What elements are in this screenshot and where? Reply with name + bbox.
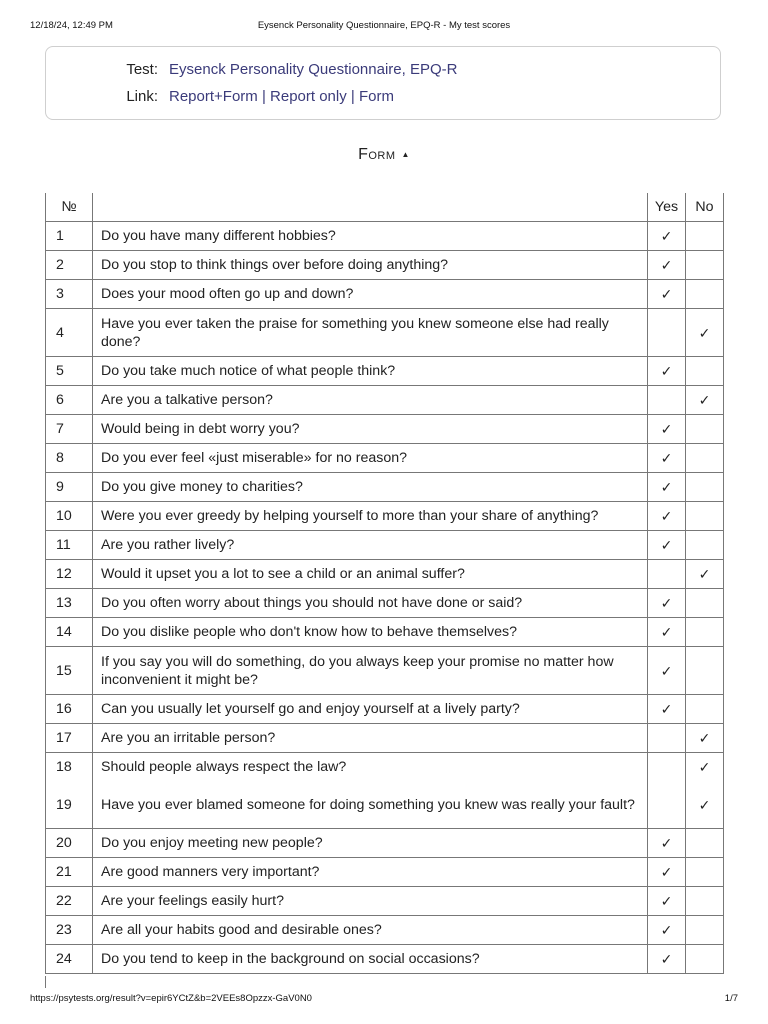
check-mark-icon: ✓ xyxy=(660,450,673,466)
table-row xyxy=(46,887,724,916)
test-row xyxy=(46,61,720,81)
form-section-toggle[interactable] xyxy=(0,146,768,164)
print-document-title: Eysenck Personality Questionnaire, EPQ-R - My test scores xyxy=(257,20,511,31)
check-mark-icon: ✓ xyxy=(660,421,673,437)
question-number: 6 xyxy=(46,386,93,415)
table-continuation-line xyxy=(45,976,46,988)
answer-yes-cell xyxy=(648,357,686,386)
link-list xyxy=(169,88,394,105)
answer-yes-cell xyxy=(648,502,686,531)
test-info-box xyxy=(45,46,721,120)
table-row xyxy=(46,531,724,560)
check-mark-icon: ✓ xyxy=(660,893,673,909)
table-row xyxy=(46,829,724,858)
print-url: https://psytests.org/result?v=epir6YCtZ&b=2VEEs8Opzzx-GaV0N0 xyxy=(30,993,312,1004)
answer-yes-cell xyxy=(648,251,686,280)
answer-no-cell xyxy=(686,531,724,560)
table-row xyxy=(46,724,724,753)
check-mark-icon: ✓ xyxy=(660,922,673,938)
link-label: Link: xyxy=(126,88,158,105)
table-row xyxy=(46,502,724,531)
answer-yes-cell xyxy=(648,309,686,357)
table-row xyxy=(46,916,724,945)
answer-yes-cell xyxy=(648,589,686,618)
table-row xyxy=(46,618,724,647)
check-mark-icon: ✓ xyxy=(660,363,673,379)
question-text: Do you ever feel «just miserable» for no reason? xyxy=(93,444,648,473)
question-number: 1 xyxy=(46,222,93,251)
answer-no-cell xyxy=(686,589,724,618)
table-row xyxy=(46,858,724,887)
answer-no-cell xyxy=(686,753,724,782)
answer-no-cell xyxy=(686,473,724,502)
link-separator: | xyxy=(257,88,271,105)
column-header-question xyxy=(93,193,648,222)
question-text: Do you tend to keep in the background on social occasions? xyxy=(93,945,648,974)
question-text: Would being in debt worry you? xyxy=(93,415,648,444)
question-text: Have you ever blamed someone for doing something you knew was really your fault? xyxy=(93,781,648,829)
question-number: 2 xyxy=(46,251,93,280)
caret-up-icon: ▲ xyxy=(401,150,410,159)
answer-yes-cell xyxy=(648,618,686,647)
answer-no-cell xyxy=(686,781,724,829)
answer-no-cell xyxy=(686,695,724,724)
table-row xyxy=(46,415,724,444)
check-mark-icon: ✓ xyxy=(698,759,711,775)
question-text: Are you rather lively? xyxy=(93,531,648,560)
check-mark-icon: ✓ xyxy=(660,864,673,880)
answer-yes-cell xyxy=(648,829,686,858)
answer-yes-cell xyxy=(648,724,686,753)
question-number: 24 xyxy=(46,945,93,974)
test-name: Eysenck Personality Questionnaire, EPQ-R xyxy=(169,61,458,78)
question-text: Do you have many different hobbies? xyxy=(93,222,648,251)
answer-no-cell xyxy=(686,415,724,444)
answer-yes-cell xyxy=(648,280,686,309)
question-number: 12 xyxy=(46,560,93,589)
answer-no-cell xyxy=(686,618,724,647)
question-number: 16 xyxy=(46,695,93,724)
table-row xyxy=(46,473,724,502)
answer-no-cell xyxy=(686,945,724,974)
answer-yes-cell xyxy=(648,531,686,560)
check-mark-icon: ✓ xyxy=(660,286,673,302)
question-number: 23 xyxy=(46,916,93,945)
question-number: 18 xyxy=(46,753,93,782)
answer-no-cell xyxy=(686,560,724,589)
question-number: 17 xyxy=(46,724,93,753)
check-mark-icon: ✓ xyxy=(660,624,673,640)
link-separator: | xyxy=(346,88,359,105)
question-number: 9 xyxy=(46,473,93,502)
table-row xyxy=(46,945,724,974)
answer-yes-cell xyxy=(648,444,686,473)
table-row xyxy=(46,589,724,618)
question-text: Do you take much notice of what people think? xyxy=(93,357,648,386)
question-text: Are your feelings easily hurt? xyxy=(93,887,648,916)
link-report-and-form[interactable]: Report+Form xyxy=(169,88,258,105)
print-page-number: 1/7 xyxy=(724,993,738,1004)
question-text: If you say you will do something, do you always keep your promise no matter how inconvenient it might be? xyxy=(93,647,648,695)
question-text: Do you often worry about things you should not have done or said? xyxy=(93,589,648,618)
question-number: 13 xyxy=(46,589,93,618)
table-row xyxy=(46,444,724,473)
form-section-title: Form xyxy=(358,146,396,163)
question-text: Have you ever taken the praise for something you knew someone else had really done? xyxy=(93,309,648,357)
question-number: 8 xyxy=(46,444,93,473)
check-mark-icon: ✓ xyxy=(660,951,673,967)
check-mark-icon: ✓ xyxy=(660,257,673,273)
question-text: Are good manners very important? xyxy=(93,858,648,887)
check-mark-icon: ✓ xyxy=(660,479,673,495)
answer-yes-cell xyxy=(648,945,686,974)
table-row xyxy=(46,753,724,782)
link-row xyxy=(46,88,720,108)
answer-yes-cell xyxy=(648,781,686,829)
table-row xyxy=(46,647,724,695)
answer-yes-cell xyxy=(648,222,686,251)
table-row xyxy=(46,357,724,386)
answer-no-cell xyxy=(686,829,724,858)
answer-yes-cell xyxy=(648,753,686,782)
print-footer xyxy=(30,993,738,1005)
question-text: Are you a talkative person? xyxy=(93,386,648,415)
question-text: Would it upset you a lot to see a child or an animal suffer? xyxy=(93,560,648,589)
question-number: 5 xyxy=(46,357,93,386)
answer-no-cell xyxy=(686,724,724,753)
answer-yes-cell xyxy=(648,386,686,415)
answer-no-cell xyxy=(686,887,724,916)
question-number: 3 xyxy=(46,280,93,309)
question-text: Can you usually let yourself go and enjoy yourself at a lively party? xyxy=(93,695,648,724)
check-mark-icon: ✓ xyxy=(698,730,711,746)
column-header-no: No xyxy=(686,193,724,222)
column-header-yes: Yes xyxy=(648,193,686,222)
table-row xyxy=(46,280,724,309)
answer-no-cell xyxy=(686,357,724,386)
question-number: 10 xyxy=(46,502,93,531)
question-number: 14 xyxy=(46,618,93,647)
check-mark-icon: ✓ xyxy=(660,508,673,524)
answers-table xyxy=(45,193,724,974)
answer-yes-cell xyxy=(648,858,686,887)
answer-yes-cell xyxy=(648,415,686,444)
answer-no-cell xyxy=(686,444,724,473)
table-row xyxy=(46,251,724,280)
question-text: Do you dislike people who don't know how to behave themselves? xyxy=(93,618,648,647)
link-form[interactable]: Form xyxy=(358,88,394,105)
answer-no-cell xyxy=(686,386,724,415)
answer-no-cell xyxy=(686,222,724,251)
check-mark-icon: ✓ xyxy=(660,835,673,851)
question-text: Do you enjoy meeting new people? xyxy=(93,829,648,858)
print-header xyxy=(30,20,738,32)
check-mark-icon: ✓ xyxy=(660,537,673,553)
test-label: Test: xyxy=(126,61,158,78)
answer-yes-cell xyxy=(648,473,686,502)
question-number: 21 xyxy=(46,858,93,887)
check-mark-icon: ✓ xyxy=(698,324,711,341)
answer-no-cell xyxy=(686,251,724,280)
check-mark-icon: ✓ xyxy=(698,796,711,813)
answer-no-cell xyxy=(686,309,724,357)
question-text: Should people always respect the law? xyxy=(93,753,648,782)
answer-no-cell xyxy=(686,916,724,945)
table-row xyxy=(46,781,724,829)
table-row xyxy=(46,309,724,357)
answer-no-cell xyxy=(686,858,724,887)
question-text: Are you an irritable person? xyxy=(93,724,648,753)
table-row xyxy=(46,560,724,589)
table-header-row xyxy=(46,193,724,222)
check-mark-icon: ✓ xyxy=(698,392,711,408)
question-number: 20 xyxy=(46,829,93,858)
question-text: Do you stop to think things over before doing anything? xyxy=(93,251,648,280)
answer-yes-cell xyxy=(648,695,686,724)
answer-yes-cell xyxy=(648,560,686,589)
question-text: Are all your habits good and desirable ones? xyxy=(93,916,648,945)
column-header-number: № xyxy=(46,193,93,222)
question-number: 19 xyxy=(46,781,93,829)
check-mark-icon: ✓ xyxy=(660,595,673,611)
question-number: 22 xyxy=(46,887,93,916)
question-text: Do you give money to charities? xyxy=(93,473,648,502)
table-row xyxy=(46,222,724,251)
check-mark-icon: ✓ xyxy=(660,228,673,244)
answer-yes-cell xyxy=(648,647,686,695)
check-mark-icon: ✓ xyxy=(660,701,673,717)
answer-no-cell xyxy=(686,502,724,531)
question-number: 15 xyxy=(46,647,93,695)
link-report-only[interactable]: Report only xyxy=(270,88,347,105)
answer-yes-cell xyxy=(648,916,686,945)
question-number: 11 xyxy=(46,531,93,560)
table-row xyxy=(46,386,724,415)
answer-no-cell xyxy=(686,647,724,695)
print-datetime: 12/18/24, 12:49 PM xyxy=(30,20,113,31)
answer-yes-cell xyxy=(648,887,686,916)
question-number: 4 xyxy=(46,309,93,357)
table-row xyxy=(46,695,724,724)
question-number: 7 xyxy=(46,415,93,444)
question-text: Does your mood often go up and down? xyxy=(93,280,648,309)
check-mark-icon: ✓ xyxy=(660,662,673,679)
answer-no-cell xyxy=(686,280,724,309)
question-text: Were you ever greedy by helping yourself to more than your share of anything? xyxy=(93,502,648,531)
check-mark-icon: ✓ xyxy=(698,566,711,582)
